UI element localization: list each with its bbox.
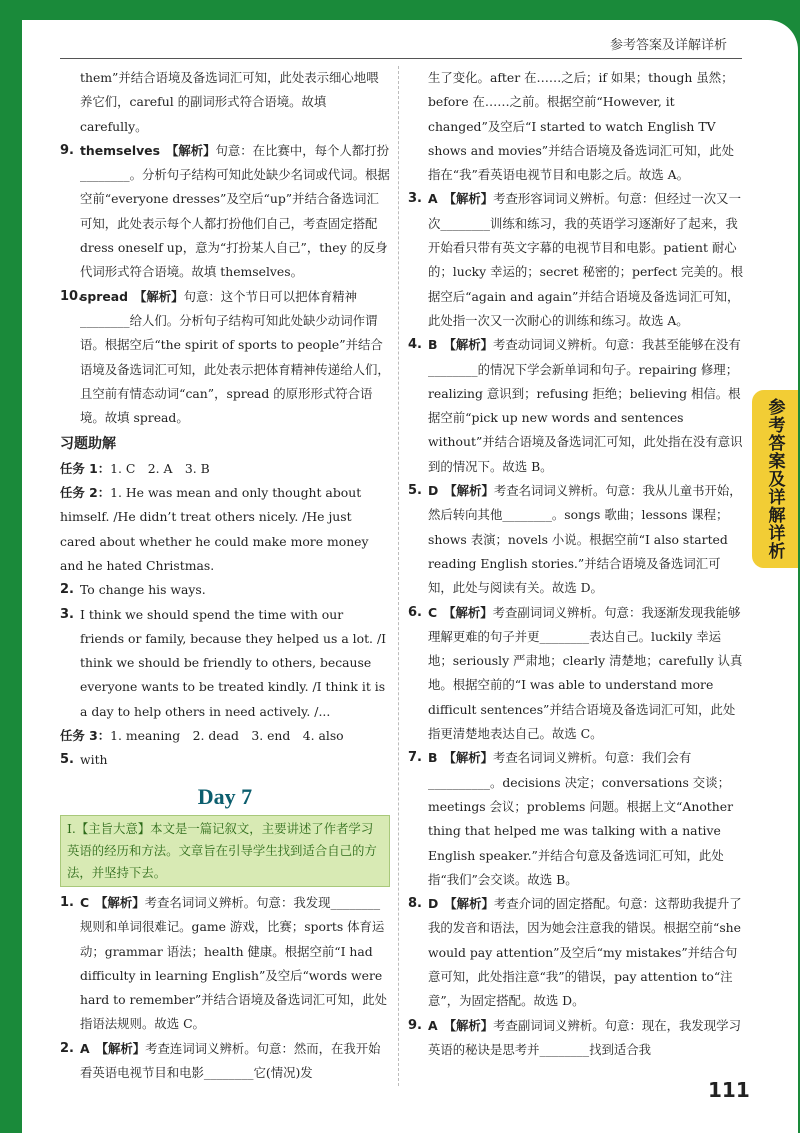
analysis-text: 考查名词词义辨析。句意：我从儿童书开始，然后转向其他________。songs 歌曲；lessons 课程；shows 表演；novels 小说。根据空前“I also started reading English stories.”并结合语境及备选词汇可知，此处与阅读有关。故选 D。: [428, 483, 742, 596]
item-number: 7.: [408, 750, 422, 766]
answer-key: C: [80, 894, 90, 910]
item-number: 3.: [60, 606, 74, 622]
analysis-text: 考查介词的固定搭配。句意：这帮助我提升了我的发音和语法，因为她会注意我的错误。根据空前“she would pay attention”及空后“my mistakes”并结合句意可知，此处指注意“我”的错误，pay attention to“注意”，为固定搭配。故选 D。: [428, 896, 742, 1009]
analysis-tag: 【解析】: [444, 896, 494, 912]
task-2-item-3: [60, 603, 390, 724]
item-number: 2.: [60, 1040, 74, 1056]
task-label: 任务 1：: [60, 460, 111, 476]
analysis-text: 考查形容词词义辨析。句意：但经过一次又一次________训练和练习，我的英语学习逐渐好了起来，我开始看只带有英文字幕的电视节目和电影。patient 耐心的；lucky 幸运的；secret 秘密的；perfect 完美的。根据空后“again and again”并结合语境及备选词汇可知，此处指一次又一次耐心的训练和练习。故选 A。: [428, 191, 743, 328]
analysis-tag: 【解析】: [443, 750, 494, 766]
answer-item-9: [60, 139, 390, 285]
answer-key: A: [80, 1040, 90, 1056]
answer-item-6: [408, 601, 744, 747]
page-header: 参考答案及详解详析: [610, 38, 728, 53]
item-text: I think we should spend the time with our friends or family, because they helped us a lot. /I think we should be friendly to others, because everyone wants to be treated kindly. /I think it is a day to help others in need actively. /...: [80, 606, 387, 719]
task-label: 任务 3：: [60, 728, 111, 744]
item-text: To change his ways.: [80, 582, 206, 598]
analysis-tag: 【解析】: [95, 1040, 146, 1056]
page-number: 111: [708, 1078, 750, 1102]
side-section-tab: [752, 390, 798, 568]
item-number: 9.: [408, 1017, 422, 1033]
analysis-tag: 【解析】: [444, 483, 494, 499]
answer-item-8: [408, 892, 744, 1013]
section-title: 习题助解: [60, 436, 116, 453]
day-title: Day 7: [197, 783, 253, 809]
task-2-item-2: [60, 578, 390, 602]
analysis-text: 考查副词词义辨析。句意：我逐渐发现我能够理解更难的句子并更________表达自己。luckily 幸运地；seriously 严肃地；clearly 清楚地；carefully 认真地。根据空前的“I was able to understand more difficult sentences”并结合语境及备选词汇可知，此处指更清楚地表达自己。故选 C。: [428, 604, 743, 742]
answer-item-7: [408, 746, 744, 892]
answer-key: D: [428, 483, 439, 499]
answer-key: B: [428, 750, 438, 766]
item-number: 9.: [60, 142, 74, 158]
answer-key: spread: [80, 288, 128, 304]
answer-key: A: [428, 1017, 438, 1033]
answer-item-1: [60, 891, 390, 1037]
answer-key: C: [428, 604, 438, 620]
right-column: [408, 66, 744, 1062]
answer-key: B: [428, 337, 438, 353]
answer-key: A: [428, 191, 438, 207]
analysis-tag: 【解析】: [443, 337, 494, 353]
analysis-tag: 【解析】: [443, 191, 494, 207]
item-number: 8.: [408, 896, 422, 912]
analysis-text: 考查连词词义辨析。句意：然而，在我开始看英语电视节目和电影________它(情况)发: [80, 1040, 381, 1080]
task-text: 1. He was mean and only thought about himself. /He didn’t treat others nicely. /He just cared about whether he could make more money and he hated Christmas.: [60, 485, 369, 573]
q2-continuation: 生了变化。after 在……之后；if 如果；though 虽然；before 在……之前。根据空前“However, it changed”及空后“I started to watch English TV shows and movies”并结合语境及备选词汇可知，此处指在“我”看英语电视节目和电影之后。故选 A。: [428, 70, 734, 183]
task-2: [60, 481, 390, 578]
item-number: 5.: [60, 752, 74, 768]
task-text: 1. C 2. A 3. B: [110, 460, 210, 476]
answer-item-4: [408, 333, 744, 479]
task-label: 任务 2：: [60, 485, 111, 501]
q8-continuation: them”并结合语境及备选词汇可知，此处表示细心地喂养它们，careful 的副词形式符合语境。故填 carefully。: [80, 70, 379, 134]
analysis-tag: 【解析】: [134, 288, 184, 304]
item-number: 2.: [60, 582, 74, 598]
analysis-text: 考查名词词义辨析。句意：我们会有__________。decisions 决定；conversations 交谈；meetings 会议；problems 问题。根据上文“Another thing that helped me was talking with a native English speaker.”并结合句意及备选词汇可知，此处指“我们”会交谈。故选 B。: [428, 750, 733, 887]
analysis-text: 考查动词词义辨析。句意：我甚至能够在没有________的情况下学会新单词和句子。repairing 修理；realizing 意识到；refusing 拒绝；believing 相信。根据空前“pick up new words and sentences without”并结合语境及备选词汇可知，此处指在没有意识到的情况下。故选 B。: [428, 337, 743, 474]
answer-item-10: [60, 285, 390, 431]
answer-item-2: [60, 1037, 390, 1086]
side-tab-label: 参考答案及详解详析: [764, 398, 785, 560]
analysis-tag: 【解析】: [95, 894, 145, 910]
answer-key: themselves: [80, 142, 160, 158]
left-column: [60, 66, 390, 1085]
header-divider: [60, 58, 742, 59]
task-3: [60, 724, 390, 748]
summary-box: Ⅰ.【主旨大意】本文是一篇记叙文，主要讲述了作者学习英语的经历和方法。文章旨在引导学生找到适合自己的方法，并坚持下去。: [60, 815, 390, 887]
task-3-item-5: [60, 748, 390, 772]
item-number: 10.: [60, 288, 84, 304]
analysis-tag: 【解析】: [165, 142, 216, 158]
item-number: 5.: [408, 483, 422, 499]
analysis-text: 句意：在比赛中，每个人都打扮________。分析句子结构可知此处缺少名词或代词。根据空前“everyone dresses”及空后“up”并结合备选词汇可知，此处表示每个人都打扮他们自己，考查固定搭配 dress oneself up，意为“打扮某人自己”，they 的反身代词形式符合语境。故填 themselves。: [80, 142, 390, 280]
item-number: 6.: [408, 604, 422, 620]
answer-item-9b: [408, 1014, 744, 1063]
analysis-text: 考查名词词义辨析。句意：我发现________规则和单词很难记。game 游戏，比赛；sports 体育运动；grammar 语法；health 健康。根据空前“I had difficulty in learning English”及空后“words were hard to remember”并结合语境及备选词汇可知，此处指语法规则。故选 C。: [80, 894, 388, 1032]
item-text: with: [80, 752, 108, 768]
answer-key: D: [428, 896, 439, 912]
item-number: 3.: [408, 191, 422, 207]
item-number: 1.: [60, 894, 74, 910]
analysis-text: 句意：这个节日可以把体育精神________给人们。分析句子结构可知此处缺少动词作谓语。根据空后“the spirit of sports to people”并结合语境及备选词汇可知，此处表示把体育精神传递给人们，且空前有情态动词“can”，spread 的原形形式符合语境。故填 spread。: [80, 288, 390, 426]
answer-item-3: [408, 187, 744, 333]
task-1: [60, 457, 390, 481]
task-text: 1. meaning 2. dead 3. end 4. also: [110, 728, 344, 744]
item-number: 4.: [408, 337, 422, 353]
column-divider: [398, 66, 399, 1086]
analysis-tag: 【解析】: [443, 1017, 494, 1033]
analysis-tag: 【解析】: [443, 604, 493, 620]
analysis-text: 考查副词词义辨析。句意：现在，我发现学习英语的秘诀是思考并________找到适合我: [428, 1017, 741, 1057]
answer-item-5: [408, 479, 744, 600]
